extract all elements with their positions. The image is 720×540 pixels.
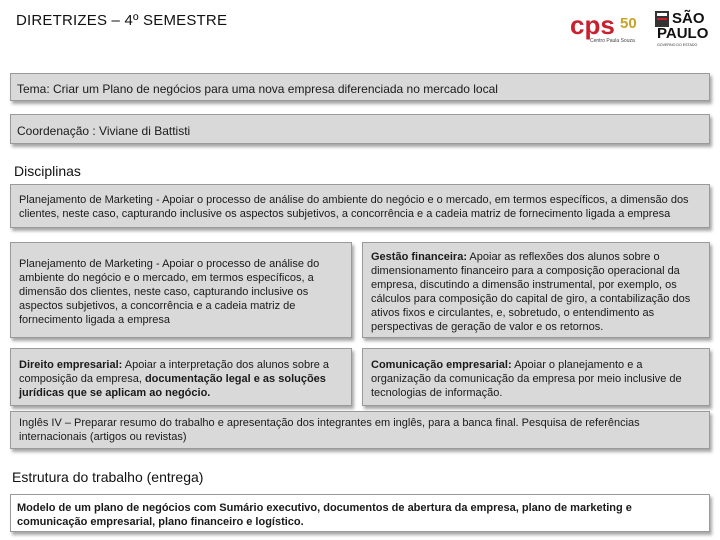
cps-anniversary: 50 [620,15,637,32]
comunicacao-text: Apoiar o planejamento e a organização da comunicação da empresa por meio inclusive de tecnologias de informação. [371,359,682,399]
planejamento-full-label: Planejamento de Marketing [19,194,153,206]
cps-logo-text: cps [570,10,615,40]
gestao-text: Apoiar as reflexões dos alunos sobre o dimensionamento financeiro para a composição operacional da empresa, discutindo a dimensão instrumental, por exemplo, os cálculos para composição do capital de giro, a contabilização dos ativos fixos e circulantes, e, sobretudo, o entendimento as perspectivas de geração de valor e os retornos. [371,251,691,333]
gestao-box [362,242,710,338]
ingles-text: Inglês IV – Preparar resumo do trabalho e apresentação dos integrantes em inglês, para a banca final. Pesquisa de referências internacionais (artigos ou revistas) [19,417,640,443]
tema-box [10,73,710,101]
direito-label: Direito empresarial: [19,359,123,371]
planejamento-full-box [10,184,710,228]
planejamento-full-text: - Apoiar o processo de análise do ambiente do negócio e o mercado, em termos específicos, a dimensão dos clientes, neste caso, capturando inclusive os aspectos subjetivos, a concorrência e a cadeia matriz de fornecimento ligada a empresa [19,194,689,220]
cps-logo [570,10,646,44]
coordenacao-text: Coordenação : Viviane di Battisti [17,124,191,138]
comunicacao-box [362,348,710,406]
estrutura-heading: Estrutura do trabalho (entrega) [12,469,204,485]
sp-logo-line1: SÃO [672,10,705,27]
ingles-box [10,411,710,449]
cps-caption: Centro Paula Souza [590,38,635,44]
gestao-label: Gestão financeira: [371,251,467,263]
page-title: DIRETRIZES – 4º SEMESTRE [16,12,228,29]
comunicacao-label: Comunicação empresarial: [371,359,512,371]
sp-logo-caption: GOVERNO DO ESTADO [657,43,698,47]
sp-logo-line2: PAULO [657,25,709,42]
direito-box [10,348,352,406]
planejamento-half-text: - Apoiar o processo de análise do ambiente do negócio e o mercado, em termos específicos, a dimensão dos clientes, neste caso, capturando inclusive os aspectos subjetivos, a concorrência e a cadeia matriz de fornecimento ligada a empresa [19,258,320,326]
sao-paulo-logo [655,8,715,52]
disciplinas-heading: Disciplinas [14,163,81,179]
estrutura-text: Modelo de um plano de negócios com Sumário executivo, documentos de abertura da empresa, plano de marketing e comunicação empresarial, plano financeiro e logístico. [17,502,632,528]
planejamento-half-label: Planejamento de Marketing [19,258,153,270]
tema-text: Tema: Criar um Plano de negócios para uma nova empresa diferenciada no mercado local [17,82,498,96]
planejamento-half-box [10,242,352,338]
direito-bold: documentação legal e as soluções jurídicas que se aplicam ao negócio. [19,373,326,399]
direito-text: Apoiar a interpretação dos alunos sobre a composição da empresa, [19,359,330,385]
coordenacao-box [10,114,710,144]
estrutura-box [10,494,710,532]
